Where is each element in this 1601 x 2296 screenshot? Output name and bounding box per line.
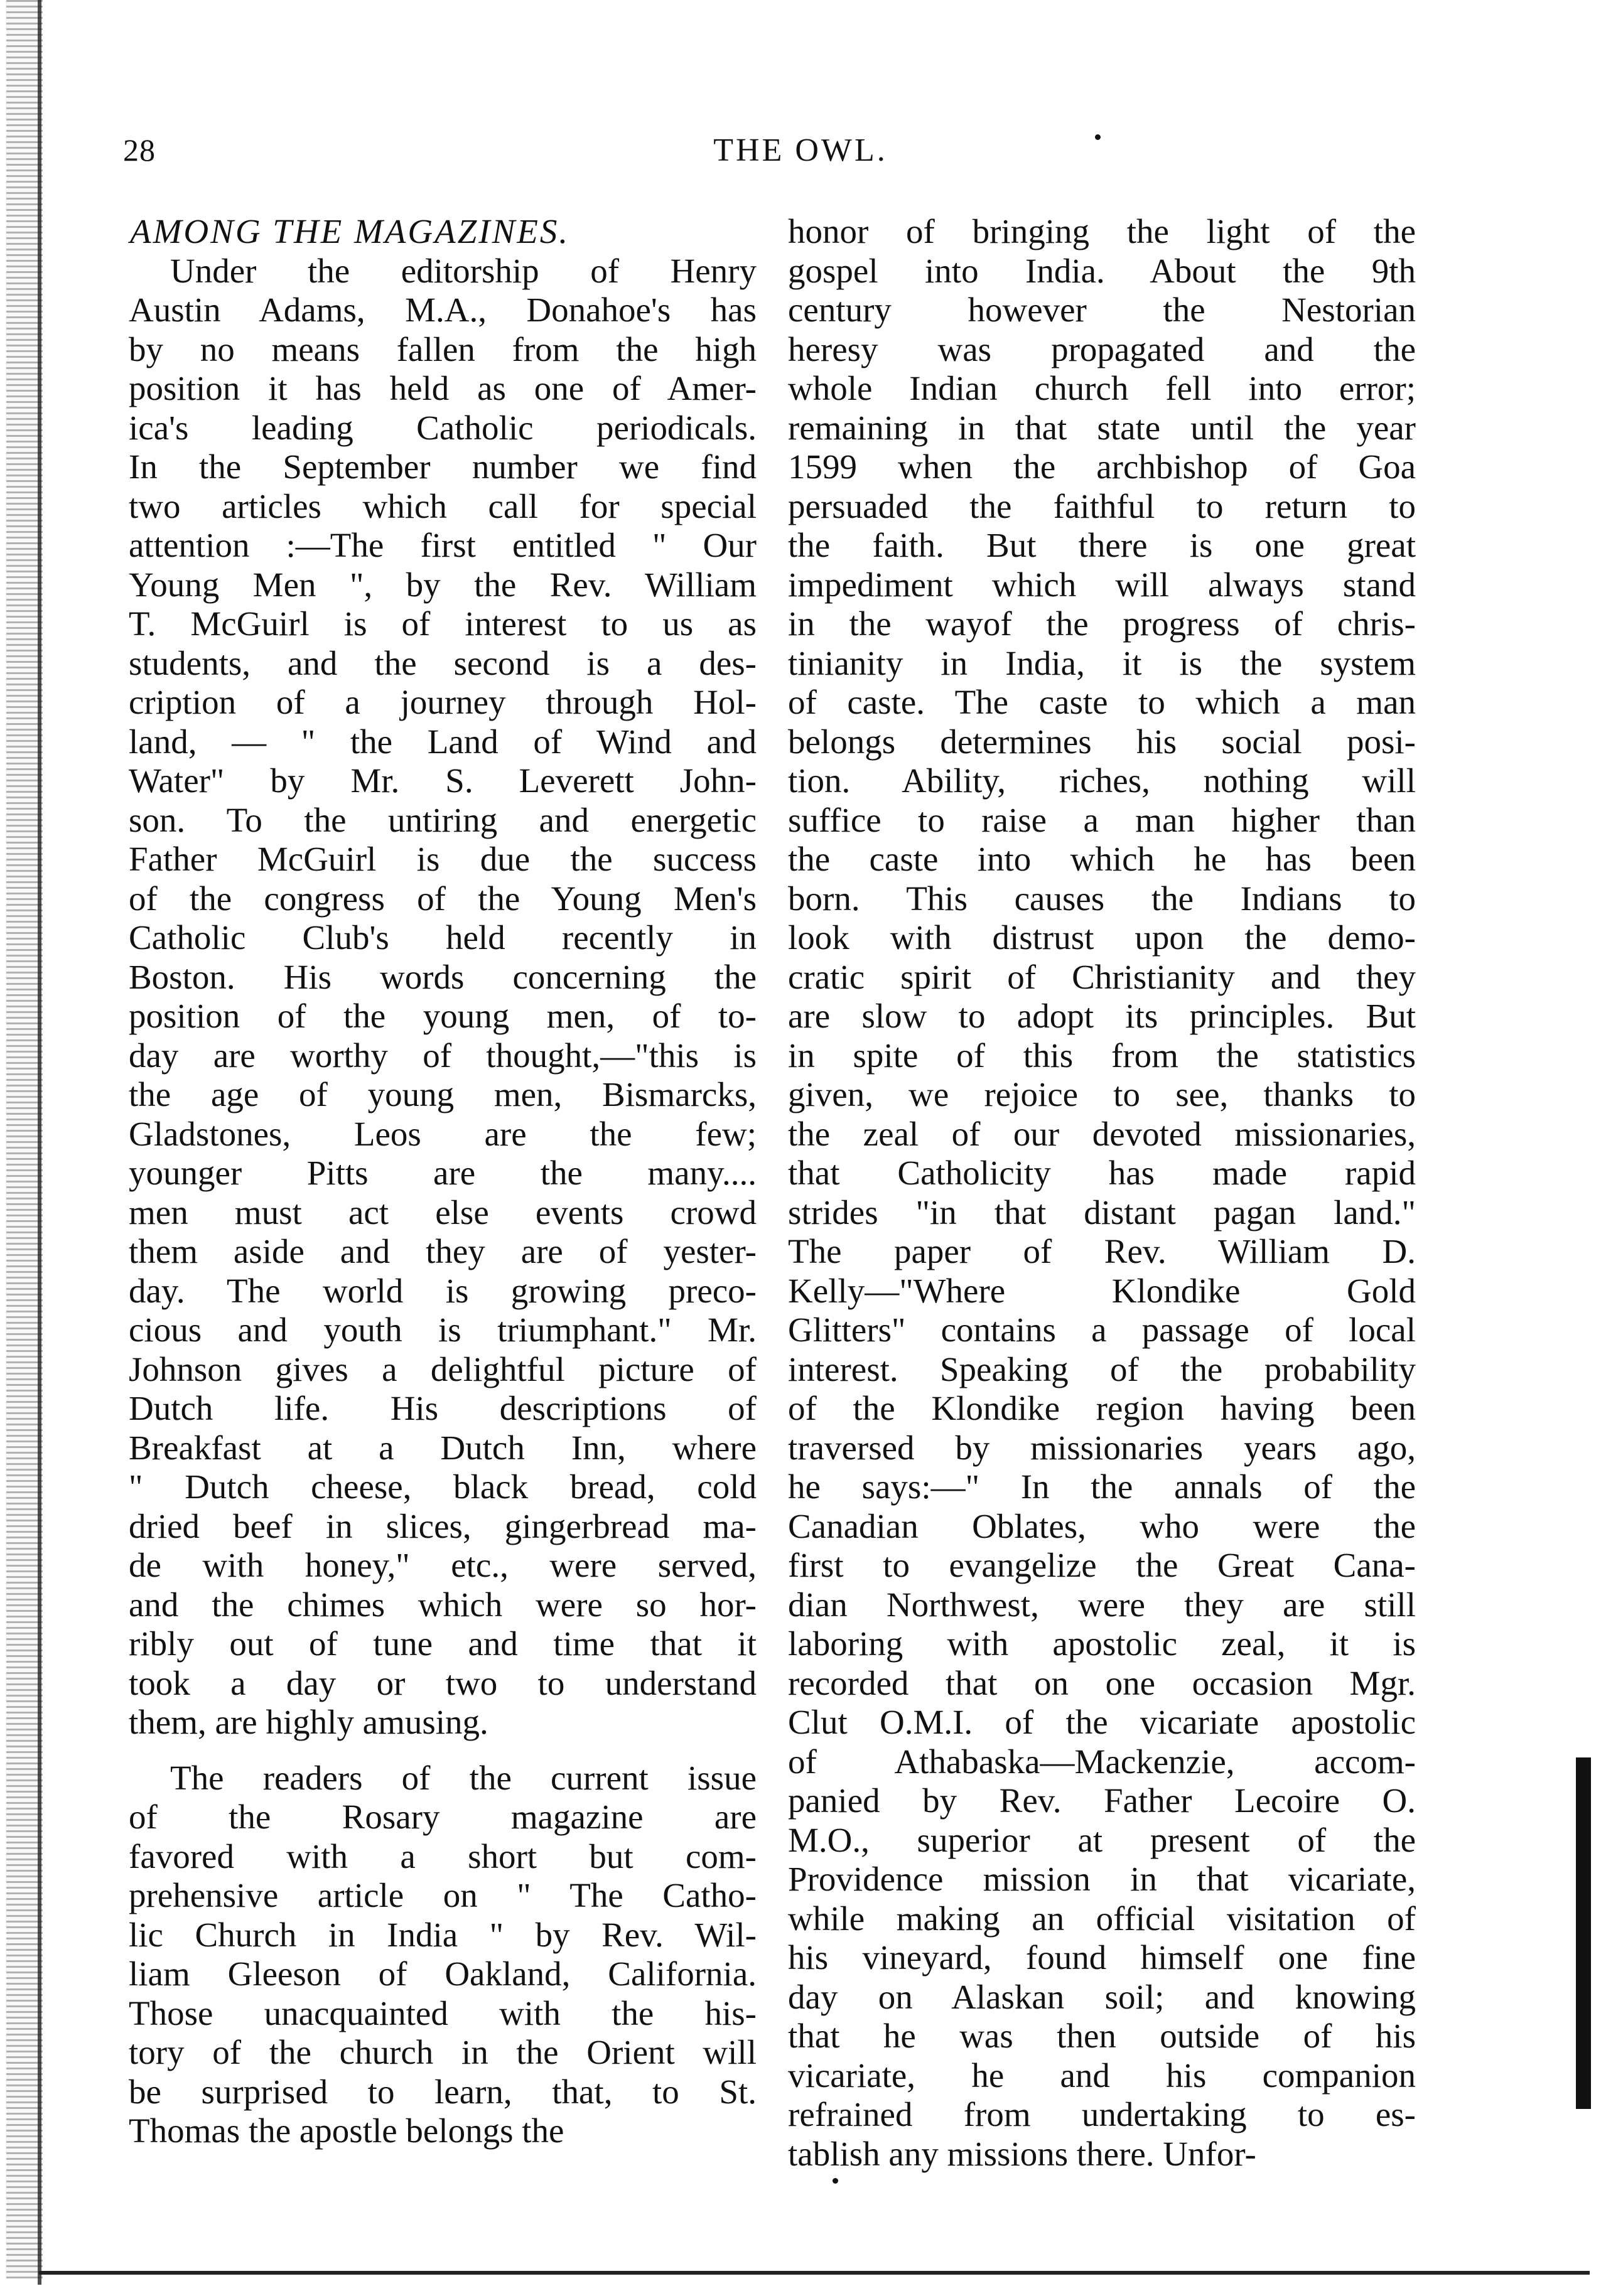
text-line: impediment which will always stand xyxy=(788,565,1416,604)
text-line: Glitters" contains a passage of local xyxy=(788,1311,1416,1349)
text-line: honor of bringing the light of the xyxy=(788,212,1416,250)
speck xyxy=(833,2178,838,2184)
text-line: traversed by missionaries years ago, xyxy=(788,1428,1416,1467)
text-line: persuaded the faithful to return to xyxy=(788,486,1416,525)
text-line: day are worthy of thought,—"this is xyxy=(129,1036,757,1075)
text-line: belongs determines his social posi- xyxy=(788,722,1416,761)
text-line: whole Indian church fell into error; xyxy=(788,369,1416,407)
text-line: students, and the second is a des- xyxy=(129,643,757,682)
text-line: dried beef in slices, gingerbread ma- xyxy=(129,1506,757,1545)
page-number: 28 xyxy=(123,132,156,168)
text-line: be surprised to learn, that, to St. xyxy=(129,2072,757,2111)
text-line: in the wayof the progress of chris- xyxy=(788,604,1416,643)
text-line: 1599 when the archbishop of Goa xyxy=(788,448,1416,486)
text-line: are slow to adopt its principles. But xyxy=(788,997,1416,1035)
text-line: of the Klondike region having been xyxy=(788,1389,1416,1427)
text-line: position of the young men, of to- xyxy=(129,997,757,1035)
text-line: Under the editorship of Henry xyxy=(170,251,757,290)
text-line: The readers of the current issue xyxy=(170,1758,757,1797)
text-line: the zeal of our devoted missionaries, xyxy=(788,1114,1416,1153)
margin-mark xyxy=(1576,1757,1591,2109)
text-line: liam Gleeson of Oakland, California. xyxy=(129,1955,757,1993)
text-line: Father McGuirl is due the success xyxy=(129,840,757,878)
text-line: Austin Adams, M.A., Donahoe's has xyxy=(129,291,757,329)
text-line: M.O., superior at present of the xyxy=(788,1820,1416,1859)
text-line: and the chimes which were so hor- xyxy=(129,1585,757,1624)
text-line: Young Men ", by the Rev. William xyxy=(129,565,757,604)
text-line: born. This causes the Indians to xyxy=(788,879,1416,918)
text-line: strides "in that distant pagan land." xyxy=(788,1193,1416,1231)
text-line: In the September number we find xyxy=(129,448,757,486)
text-line: recorded that on one occasion Mgr. xyxy=(788,1663,1416,1702)
text-line: in spite of this from the statistics xyxy=(788,1036,1416,1075)
text-line: by no means fallen from the high xyxy=(129,330,757,368)
text-line: took a day or two to understand xyxy=(129,1663,757,1702)
text-line: heresy was propagated and the xyxy=(788,330,1416,368)
text-line: cious and youth is triumphant." Mr. xyxy=(129,1311,757,1349)
binding-line xyxy=(38,0,41,2285)
text-line: of caste. The caste to which a man xyxy=(788,683,1416,721)
text-line: The paper of Rev. William D. xyxy=(788,1232,1416,1270)
text-line: the age of young men, Bismarcks, xyxy=(129,1075,757,1113)
text-line: vicariate, he and his companion xyxy=(788,2056,1416,2095)
text-line: de with honey," etc., were served, xyxy=(129,1546,757,1584)
text-line: Water" by Mr. S. Leverett John- xyxy=(129,761,757,800)
text-line: remaining in that state until the year xyxy=(788,408,1416,447)
left-column xyxy=(129,212,757,2151)
text-line: son. To the untiring and energetic xyxy=(129,800,757,839)
text-line: Canadian Oblates, who were the xyxy=(788,1506,1416,1545)
text-line: Clut O.M.I. of the vicariate apostolic xyxy=(788,1703,1416,1741)
paragraph-rosary-magazine xyxy=(129,1759,757,2151)
text-line: the faith. But there is one great xyxy=(788,526,1416,564)
running-title: THE OWL. xyxy=(713,132,888,168)
text-line: of the congress of the Young Men's xyxy=(129,879,757,918)
text-line: cription of a journey through Hol- xyxy=(129,683,757,721)
text-line: men must act else events crowd xyxy=(129,1193,757,1231)
text-line: gospel into India. About the 9th xyxy=(788,251,1416,290)
text-line: two articles which call for special xyxy=(129,486,757,525)
text-line: the caste into which he has been xyxy=(788,840,1416,878)
text-line: of Athabaska—Mackenzie, accom- xyxy=(788,1742,1416,1781)
paragraph-magazines-donahoes xyxy=(129,252,757,1742)
text-line: Thomas the apostle belongs the xyxy=(129,2111,564,2150)
text-line: Dutch life. His descriptions of xyxy=(129,1389,757,1427)
text-line: his vineyard, found himself one fine xyxy=(788,1938,1416,1977)
text-line: ribly out of tune and time that it xyxy=(129,1624,757,1663)
text-line: attention :—The first entitled " Our xyxy=(129,526,757,564)
text-line: position it has held as one of Amer- xyxy=(129,369,757,407)
text-line: laboring with apostolic zeal, it is xyxy=(788,1624,1416,1663)
text-line: century however the Nestorian xyxy=(788,291,1416,329)
text-line: Those unacquainted with the his- xyxy=(129,1993,757,2032)
text-line: younger Pitts are the many.... xyxy=(129,1154,757,1192)
text-line: refrained from undertaking to es- xyxy=(788,2095,1416,2133)
text-line: day. The world is growing preco- xyxy=(129,1271,757,1310)
text-line: Kelly—"Where Klondike Gold xyxy=(788,1271,1416,1310)
text-line: given, we rejoice to see, thanks to xyxy=(788,1075,1416,1113)
text-line: he says:—" In the annals of the xyxy=(788,1467,1416,1506)
paragraph-continued xyxy=(788,212,1416,2174)
section-heading: AMONG THE MAGAZINES. xyxy=(130,212,570,250)
right-column xyxy=(788,212,1416,2174)
text-line: cratic spirit of Christianity and they xyxy=(788,957,1416,996)
text-line: Catholic Club's held recently in xyxy=(129,918,757,957)
text-line: Gladstones, Leos are the few; xyxy=(129,1114,757,1153)
text-line: tablish any missions there. Unfor- xyxy=(788,2134,1256,2173)
text-line: dian Northwest, were they are still xyxy=(788,1585,1416,1624)
text-line: lic Church in India " by Rev. Wil- xyxy=(129,1915,757,1954)
text-line: panied by Rev. Father Lecoire O. xyxy=(788,1781,1416,1820)
text-line: Johnson gives a delightful picture of xyxy=(129,1349,757,1388)
text-line: Breakfast at a Dutch Inn, where xyxy=(129,1428,757,1467)
text-line: favored with a short but com- xyxy=(129,1837,757,1875)
text-line: of the Rosary magazine are xyxy=(129,1798,757,1836)
text-line: that Catholicity has made rapid xyxy=(788,1154,1416,1192)
text-line: them, are highly amusing. xyxy=(129,1703,488,1741)
text-line: them aside and they are of yester- xyxy=(129,1232,757,1270)
text-line: first to evangelize the Great Cana- xyxy=(788,1546,1416,1584)
text-line: ica's leading Catholic periodicals. xyxy=(129,408,757,447)
text-line: tinianity in India, it is the system xyxy=(788,643,1416,682)
paragraph-gap xyxy=(129,1742,757,1759)
text-line: T. McGuirl is of interest to us as xyxy=(129,604,757,643)
text-line: suffice to raise a man higher than xyxy=(788,800,1416,839)
text-line: " Dutch cheese, black bread, cold xyxy=(129,1467,757,1506)
text-line: Providence mission in that vicariate, xyxy=(788,1860,1416,1898)
text-line: land, — " the Land of Wind and xyxy=(129,722,757,761)
text-line: prehensive article on " The Catho- xyxy=(129,1876,757,1914)
text-line: that he was then outside of his xyxy=(788,2017,1416,2055)
text-line: interest. Speaking of the probability xyxy=(788,1349,1416,1388)
text-line: tory of the church in the Orient will xyxy=(129,2033,757,2071)
bottom-rule xyxy=(39,2271,1590,2275)
text-line: tion. Ability, riches, nothing will xyxy=(788,761,1416,800)
text-line: Boston. His words concerning the xyxy=(129,957,757,996)
text-line: look with distrust upon the demo- xyxy=(788,918,1416,957)
text-line: while making an official visitation of xyxy=(788,1899,1416,1938)
text-line: day on Alaskan soil; and knowing xyxy=(788,1977,1416,2016)
